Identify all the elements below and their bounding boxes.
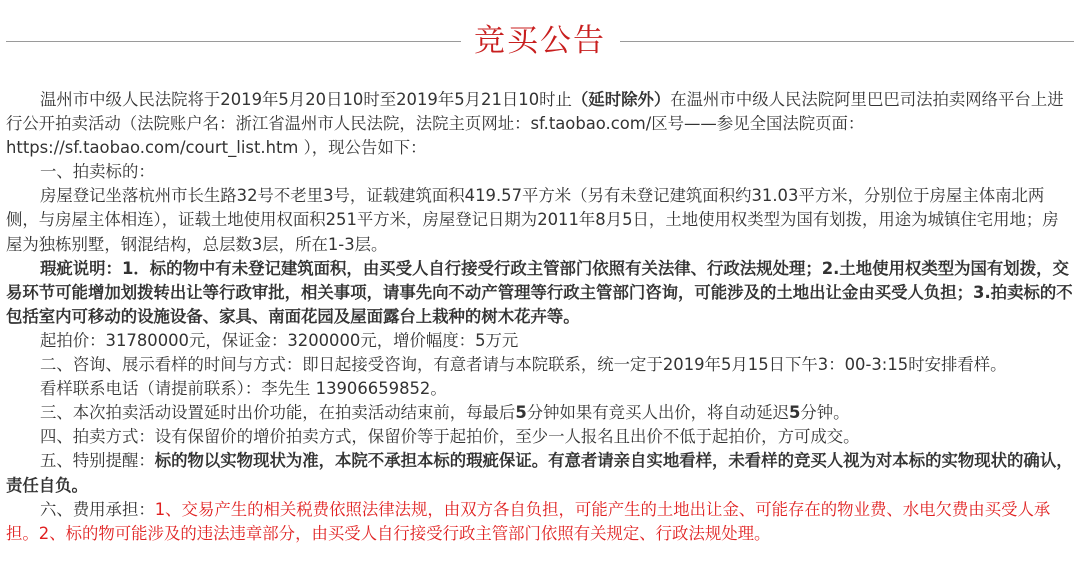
section1-description: 房屋登记坐落杭州市长生路32号不老里3号，证载建筑面积419.57平方米（另有未登记建筑面积约31.03平方米，分别位于房屋主体南北两侧，与房屋主体相连），证载土地使用权面积251平方米，房屋登记日期为2011年8月5日，土地使用权类型为国有划拨，用途为城镇住宅用地；房屋为独栋别墅，钢混结构，总层数3层，所在1-3层。 [6, 186, 1059, 254]
section5-label: 五、特别提醒： [40, 451, 155, 471]
section3-text-3: 分钟。 [800, 403, 850, 423]
intro-paragraph [6, 88, 1074, 160]
intro-extension-note: （延时除外） [571, 90, 671, 109]
page-title: 竞买公告 [474, 23, 606, 59]
section3-extension [6, 401, 1074, 425]
title-rule-right [620, 41, 1074, 42]
intro-text-2: 在温州市中级人民法院阿里巴巴司法拍卖网络平台上进行公开拍卖活动（法院账户名：浙江省温州市人民法院，法院主页网址：sf.taobao.com/区号——参见全国法院页面：https://sf.taobao.com/court_list.htm ），现公告如下： [6, 90, 1064, 158]
section5-reminder [6, 449, 1074, 497]
section2-phone: 看样联系电话（请提前联系）：李先生 13906659852。 [40, 379, 447, 399]
section3-minutes-2: 5 [788, 403, 801, 423]
section1-defects: 瑕疵说明：1．标的物中有未登记建筑面积，由买受人自行接受行政主管部门依照有关法律、行政法规处理；2.土地使用权类型为国有划拨，交易环节可能增加划拨转出让等行政审批，相关事项，请事先向不动产管理等行政主管部门咨询，可能涉及的土地出让金由买受人负担；3.拍卖标的不包括室内可移动的设施设备、家具、南面花园及屋面露台上栽种的树木花卉等。 [6, 258, 1073, 326]
section1-price: 起拍价：31780000元，保证金：3200000元，增价幅度：5万元 [40, 330, 519, 350]
section6-red-text: 1、交易产生的相关税费依照法律法规，由双方各自负担，可能产生的土地出让金、可能存在的物业费、水电欠费由买受人承担。2、标的物可能涉及的违法违章部分，由买受人自行接受行政主管部门依照有关规定、行政法规处理。 [6, 499, 1051, 543]
section3-minutes-1: 5 [515, 403, 527, 423]
section1-heading: 一、拍卖标的： [40, 162, 155, 182]
announcement-body [6, 88, 1074, 546]
intro-text-1: 温州市中级人民法院将于2019年5月20日10时至2019年5月21日10时止 [40, 90, 572, 109]
title-row [0, 20, 1080, 64]
title-rule-left [6, 41, 461, 42]
section2-viewing: 二、咨询、展示看样的时间与方式：即日起接受咨询，有意者请与本院联系，统一定于2019年5月15日下午3：00-3:15时安排看样。 [40, 355, 1007, 375]
section6-fees [6, 498, 1074, 546]
section6-label: 六、费用承担： [40, 499, 155, 519]
section3-text-2: 分钟如果有竞买人出价，将自动延迟 [526, 403, 789, 423]
section4-method: 四、拍卖方式：设有保留价的增价拍卖方式，保留价等于起拍价，至少一人报名且出价不低于起拍价，方可成交。 [40, 427, 860, 447]
section5-bold-text: 标的物以实物现状为准，本院不承担本标的瑕疵保证。有意者请亲自实地看样，未看样的竞买人视为对本标的实物现状的确认，责任自负。 [6, 451, 1073, 495]
section3-text-1: 三、本次拍卖活动设置延时出价功能，在拍卖活动结束前，每最后 [40, 403, 516, 423]
